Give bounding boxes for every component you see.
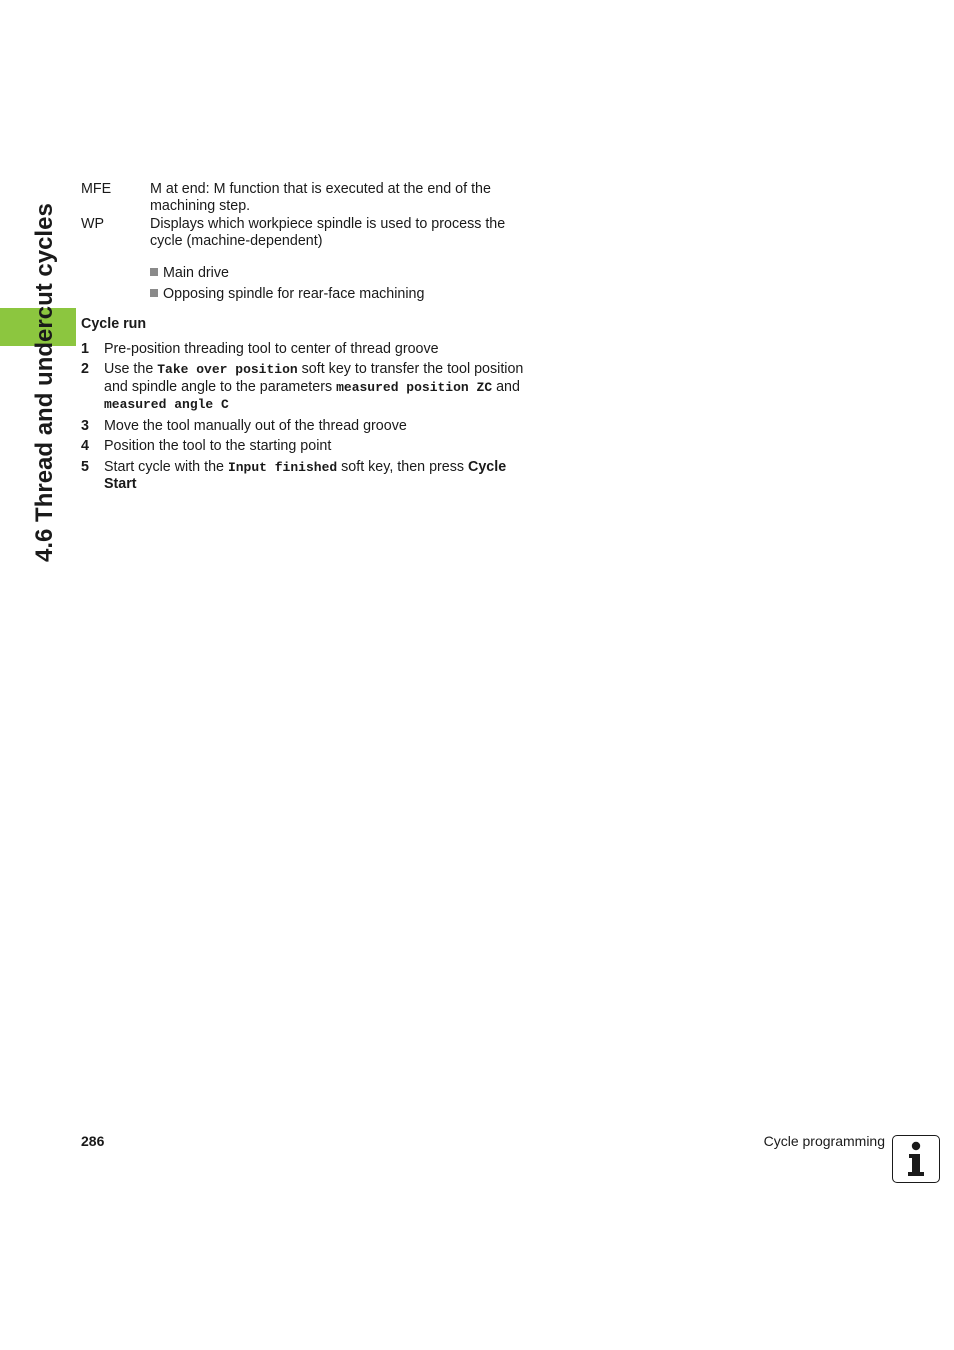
cycle-run-steps xyxy=(81,341,526,493)
footer-chapter-title: Cycle programming xyxy=(763,1133,885,1149)
cycle-step xyxy=(81,418,526,435)
spindle-option xyxy=(150,286,526,303)
step-text-segment: Use the xyxy=(104,361,158,377)
step-text xyxy=(104,361,526,414)
soft-key-name: measured angle C xyxy=(104,397,229,412)
step-text-segment: Move the tool manually out of the thread groove xyxy=(104,417,407,434)
info-icon xyxy=(892,1135,940,1183)
step-text-segment: soft key, then press xyxy=(337,458,469,475)
parameter-list xyxy=(81,181,526,249)
bullet-square-icon xyxy=(150,268,158,276)
soft-key-name: Take over position xyxy=(157,362,298,377)
key-name: Cycle Start xyxy=(104,458,507,492)
spindle-option-label: Opposing spindle for rear-face machining xyxy=(163,285,425,302)
parameter-code: WP xyxy=(81,216,105,232)
parameter-row xyxy=(81,181,526,214)
step-text-segment: Pre-position threading tool to center of thread groove xyxy=(104,340,439,357)
step-number: 2 xyxy=(81,361,89,377)
step-text-segment: Position the tool to the starting point xyxy=(104,438,332,454)
step-text-segment: and xyxy=(492,378,520,395)
step-text-segment: Start cycle with the xyxy=(104,458,228,475)
step-number: 5 xyxy=(81,458,89,475)
parameter-row xyxy=(81,216,526,249)
step-text xyxy=(104,459,526,493)
soft-key-name: Input finished xyxy=(227,459,338,475)
step-text-segment: soft key to transfer the tool position and spindle angle to the parameters xyxy=(104,361,524,395)
cycle-step xyxy=(81,341,526,358)
section-title: 4.6 Thread and undercut cycles xyxy=(31,203,58,562)
bullet-square-icon xyxy=(150,289,158,297)
parameter-code: MFE xyxy=(81,181,112,197)
cycle-step xyxy=(81,459,526,493)
step-number: 3 xyxy=(81,417,89,434)
step-text xyxy=(104,418,526,435)
step-number: 1 xyxy=(81,340,89,357)
spindle-option-label: Main drive xyxy=(163,265,229,281)
spindle-option xyxy=(150,265,526,282)
soft-key-name: measured position ZC xyxy=(336,379,493,395)
step-text xyxy=(104,438,526,455)
step-text xyxy=(104,341,526,358)
main-content xyxy=(81,181,526,497)
page-number: 286 xyxy=(81,1133,105,1149)
cycle-run-heading: Cycle run xyxy=(81,316,147,332)
step-number: 4 xyxy=(81,438,89,454)
cycle-step xyxy=(81,438,526,455)
parameter-description: Displays which workpiece spindle is used to process the cycle (machine-dependent) xyxy=(150,216,506,249)
parameter-description: M at end: M function that is executed at the end of the machining step. xyxy=(150,181,491,214)
spindle-option-list xyxy=(150,265,526,302)
cycle-step xyxy=(81,361,526,414)
